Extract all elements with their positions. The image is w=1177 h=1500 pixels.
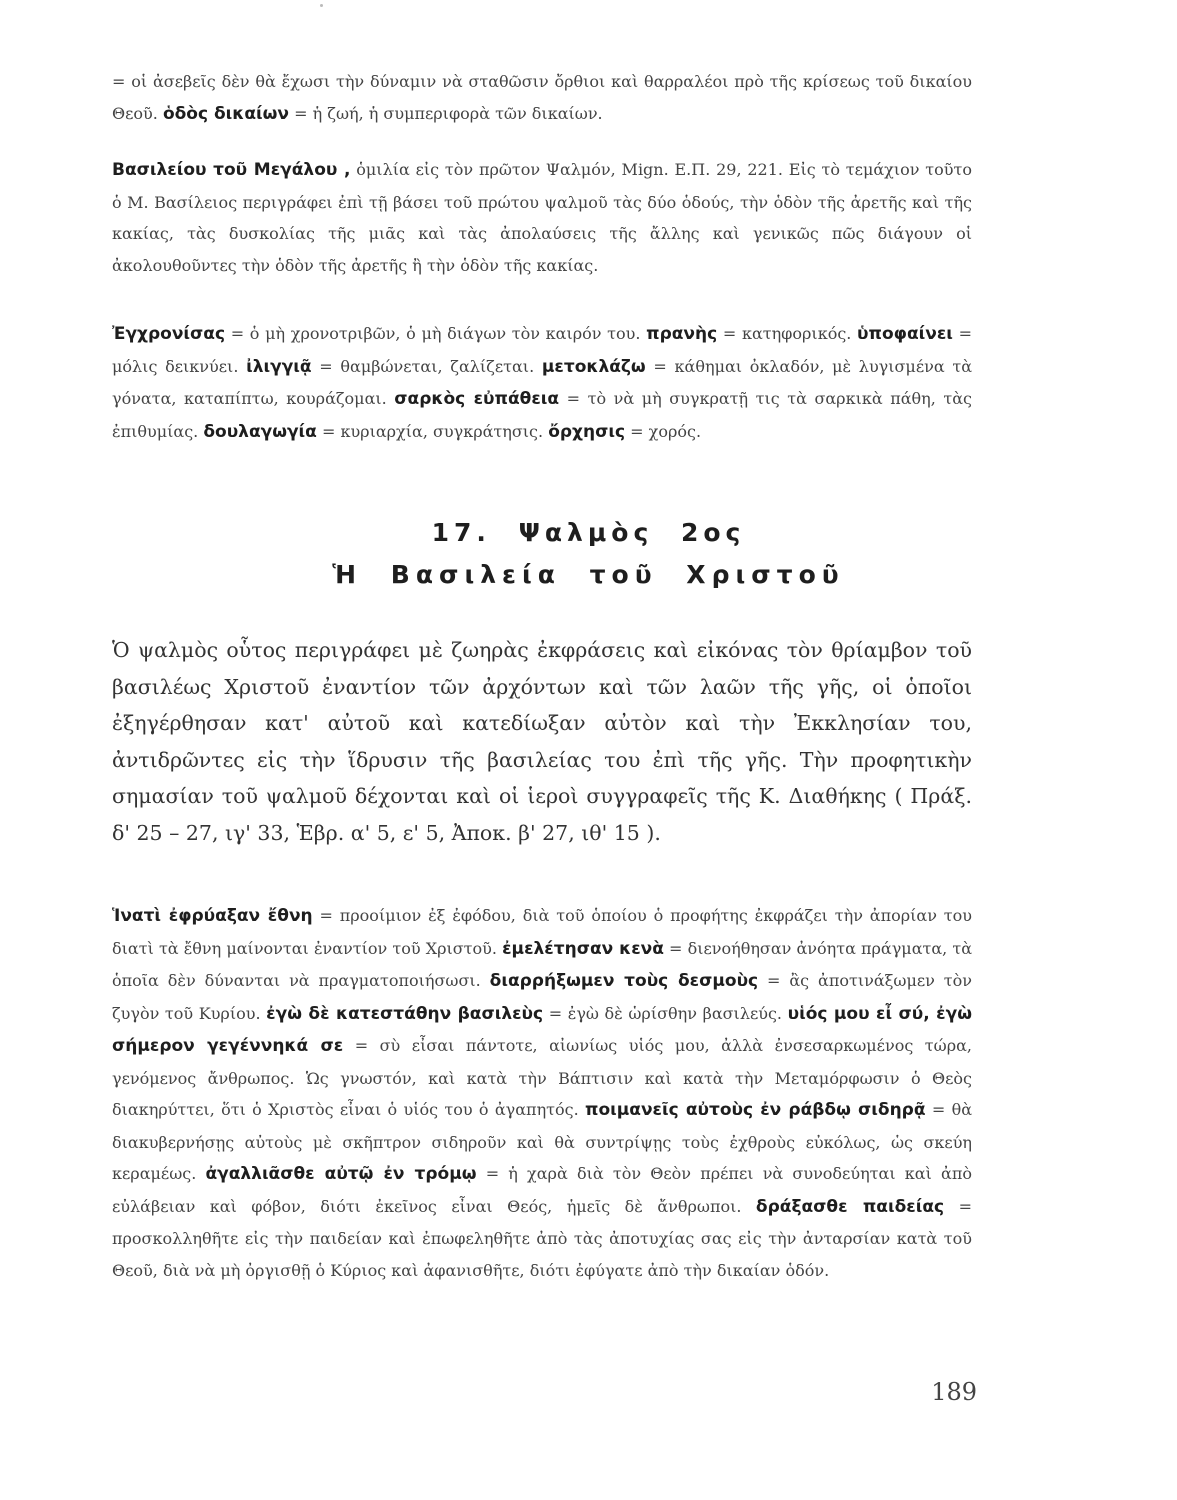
text-para3-11: = τὸ νὰ μὴ συγκρατῇ τις τὰ σαρκικὰ πάθη, τὰς ἐπιθυμίας. [112,389,972,441]
term-para4-6: ἐγὼ δὲ κατεστάθην βασιλεὺς [266,1003,544,1024]
scan-speck [320,4,323,7]
para2-text [112,154,972,281]
text-para4-3: = διενοήθησαν ἀνόητα πράγματα, τὰ ὁποῖα δὲν δύνανται νὰ πραγματοποιήσωσι. [112,938,973,990]
text-para4-7: = ἐγὼ δὲ ὡρίσθην βασιλεύς. [543,1003,788,1023]
paragraph-definitions-1 [112,66,972,130]
para1-text [112,66,972,130]
section-number-title: 17. Ψαλμὸς 2ος [431,518,746,547]
text-para4-5: = ἂς ἀποτινάξωμεν τὸν ζυγὸν τοῦ Κυρίου. [112,971,973,1023]
text-para4-9: = σὺ εἶσαι πάντοτε, αἰωνίως υἱός μου, ἀλλὰ ἐνσεσαρκωμένος τώρα, γενόμενος ἄνθρωπος. Ὡς γνωστόν, καὶ κατὰ τὴν Βάπτισιν καὶ κατὰ τὴν Μεταμόρφωσιν ὁ Θεὸς διακηρύττει, ὅτι ὁ Χριστὸς εἶναι ὁ υἱός του ὁ ἀγαπητός. [112,1036,972,1119]
paragraph-psalm-intro [112,632,972,851]
paragraph-basil-reference [112,154,972,281]
term-para4-14: δράξασθε παιδείας [755,1196,945,1217]
term-para4-12: ἀγαλλιᾶσθε αὐτῷ ἐν τρόμῳ [205,1164,477,1184]
term-para4-2: ἐμελέτησαν κενὰ [502,938,664,959]
text-para3-5: = μόλις δεικνύει. [112,324,972,376]
para3-text [112,318,972,448]
text-para4-15: = προσκολληθῆτε εἰς τὴν παιδείαν καὶ ἐπωφεληθῆτε ἀπὸ τὰς ἀποτυχίας σας εἰς τὴν ἀνταρσίαν κατὰ τοῦ Θεοῦ, διὰ νὰ μὴ ὀργισθῇ ὁ Κύριος καὶ ἀφανισθῆτε, διότι ἐφύγατε ἀπὸ τὴν δικαίαν ὁδόν. [112,1196,972,1280]
term-para3-6: ἰλιγγιᾷ [246,356,312,377]
text-para3-7: = θαμβώνεται, ζαλίζεται. [311,356,542,376]
text-para3-13: = κυριαρχία, συγκράτησις. [316,421,549,441]
term-para2-0: Βασιλείου τοῦ Μεγάλου , [112,160,351,180]
term-para3-8: μετοκλάζω [541,356,646,377]
term-para4-10: ποιμανεῖς αὐτοὺς ἐν ράβδῳ σιδηρᾷ [585,1100,926,1120]
paragraph-glossary [112,318,972,448]
section-subtitle: Ἡ Βασιλεία τοῦ Χριστοῦ [332,560,845,589]
term-para3-0: Ἐγχρονίσας [112,324,226,344]
text-para1-2: = ἡ ζωή, ἡ συμπεριφορὰ τῶν δικαίων. [289,103,603,123]
text-para3-9: = κάθημαι ὀκλαδόν, μὲ λυγισμένα τὰ γόνατα, καταπίπτω, κουράζομαι. [112,356,973,408]
text-para4-1: = προοίμιον ἐξ ἐφόδου, διὰ τοῦ ὁποίου ὁ προφήτης ἐκφράζει τὴν ἀπορίαν του διατὶ τὰ ἔθνη μαίνονται ἐναντίον τοῦ Χριστοῦ. [112,906,972,958]
term-para1-1: ὁδὸς δικαίων [162,103,290,124]
text-para1-0: = οἱ ἀσεβεῖς δὲν θὰ ἔχωσι τὴν δύναμιν νὰ σταθῶσιν ὄρθιοι καὶ θαρραλέοι πρὸ τῆς κρίσεως τοῦ δικαίου Θεοῦ. [112,72,972,123]
term-para3-12: δουλαγωγία [203,421,317,442]
term-para4-8: υἱός μου εἶ σύ, ἐγὼ σήμερον γεγέννηκά σε [112,1003,972,1056]
text-para4-11: = θὰ διακυβερνήσῃς αὐτοὺς μὲ σκῆπτρον σιδηροῦν καὶ θὰ συντρίψῃς τοὺς ἐχθροὺς εὐκόλως, ὡς σκεύη κεραμέως. [112,1100,973,1183]
term-para4-4: διαρρήξωμεν τοὺς δεσμοὺς [489,971,759,991]
intro-text: Ὁ ψαλμὸς οὗτος περιγράφει μὲ ζωηρὰς ἐκφράσεις καὶ εἰκόνας τὸν θρίαμβον τοῦ βασιλέως Χριστοῦ ἐναντίον τῶν ἀρχόντων καὶ τῶν λαῶν τῆς γῆς, οἱ ὁποῖοι ἐξηγέρθησαν κατ' αὐτοῦ καὶ κατεδίωξαν αὐτὸν καὶ τὴν Ἐκκλησίαν του, ἀντιδρῶντες εἰς τὴν ἵδρυσιν τῆς βασιλείας του ἐπὶ τῆς γῆς. Τὴν προφητικὴν σημασίαν τοῦ ψαλμοῦ δέχονται καὶ οἱ ἱεροὶ συγγραφεῖς τῆς Κ. Διαθήκης ( Πράξ. δ' 25 – 27, ιγ' 33, Ἑβρ. α' 5, ε' 5, Ἀποκ. β' 27, ιθ' 15 ). [112,638,972,845]
term-para3-14: ὄρχησις [548,421,626,442]
term-para3-2: πρανὴς [646,324,718,344]
text-para2-1: ὁμιλία εἰς τὸν πρῶτον Ψαλμόν, Mign. Ε.Π. 29, 221. Εἰς τὸ τεμάχιον τοῦτο ὁ Μ. Βασίλειος περιγράφει ἐπὶ τῇ βάσει τοῦ πρώτου ψαλμοῦ τὰς δύο ὁδούς, τὴν ὁδὸν τῆς ἀρετῆς καὶ τῆς κακίας, τὰς δυσκολίας τῆς μιᾶς καὶ τὰς ἀπολαύσεις τῆς ἄλλης καὶ γενικῶς πῶς διάγουν οἱ ἀκολουθοῦντες τὴν ὁδὸν τῆς ἀρετῆς ἢ τὴν ὁδὸν τῆς κακίας. [112,160,972,275]
term-para3-4: ὑποφαίνει [857,324,953,344]
text-para3-15: = χορός. [625,421,702,441]
text-para3-1: = ὁ μὴ χρονοτριβῶν, ὁ μὴ διάγων τὸν καιρόν του. [225,324,647,343]
para4-text [112,900,972,1286]
page-number: 189 [931,1378,977,1406]
paragraph-psalm-commentary [112,900,972,1286]
term-para4-0: Ἱνατὶ ἐφρύαξαν ἔθνη [112,906,313,926]
text-para3-3: = κατηφορικός. [717,324,858,343]
term-para3-10: σαρκὸς εὐπάθεια [394,389,560,409]
text-para4-13: = ἡ χαρὰ διὰ τὸν Θεὸν πρέπει νὰ συνοδεύηται καὶ ἀπὸ εὐλάβειαν καὶ φόβον, διότι ἐκεῖνος εἶναι Θεός, ἡμεῖς δὲ ἄνθρωποι. [112,1164,973,1216]
